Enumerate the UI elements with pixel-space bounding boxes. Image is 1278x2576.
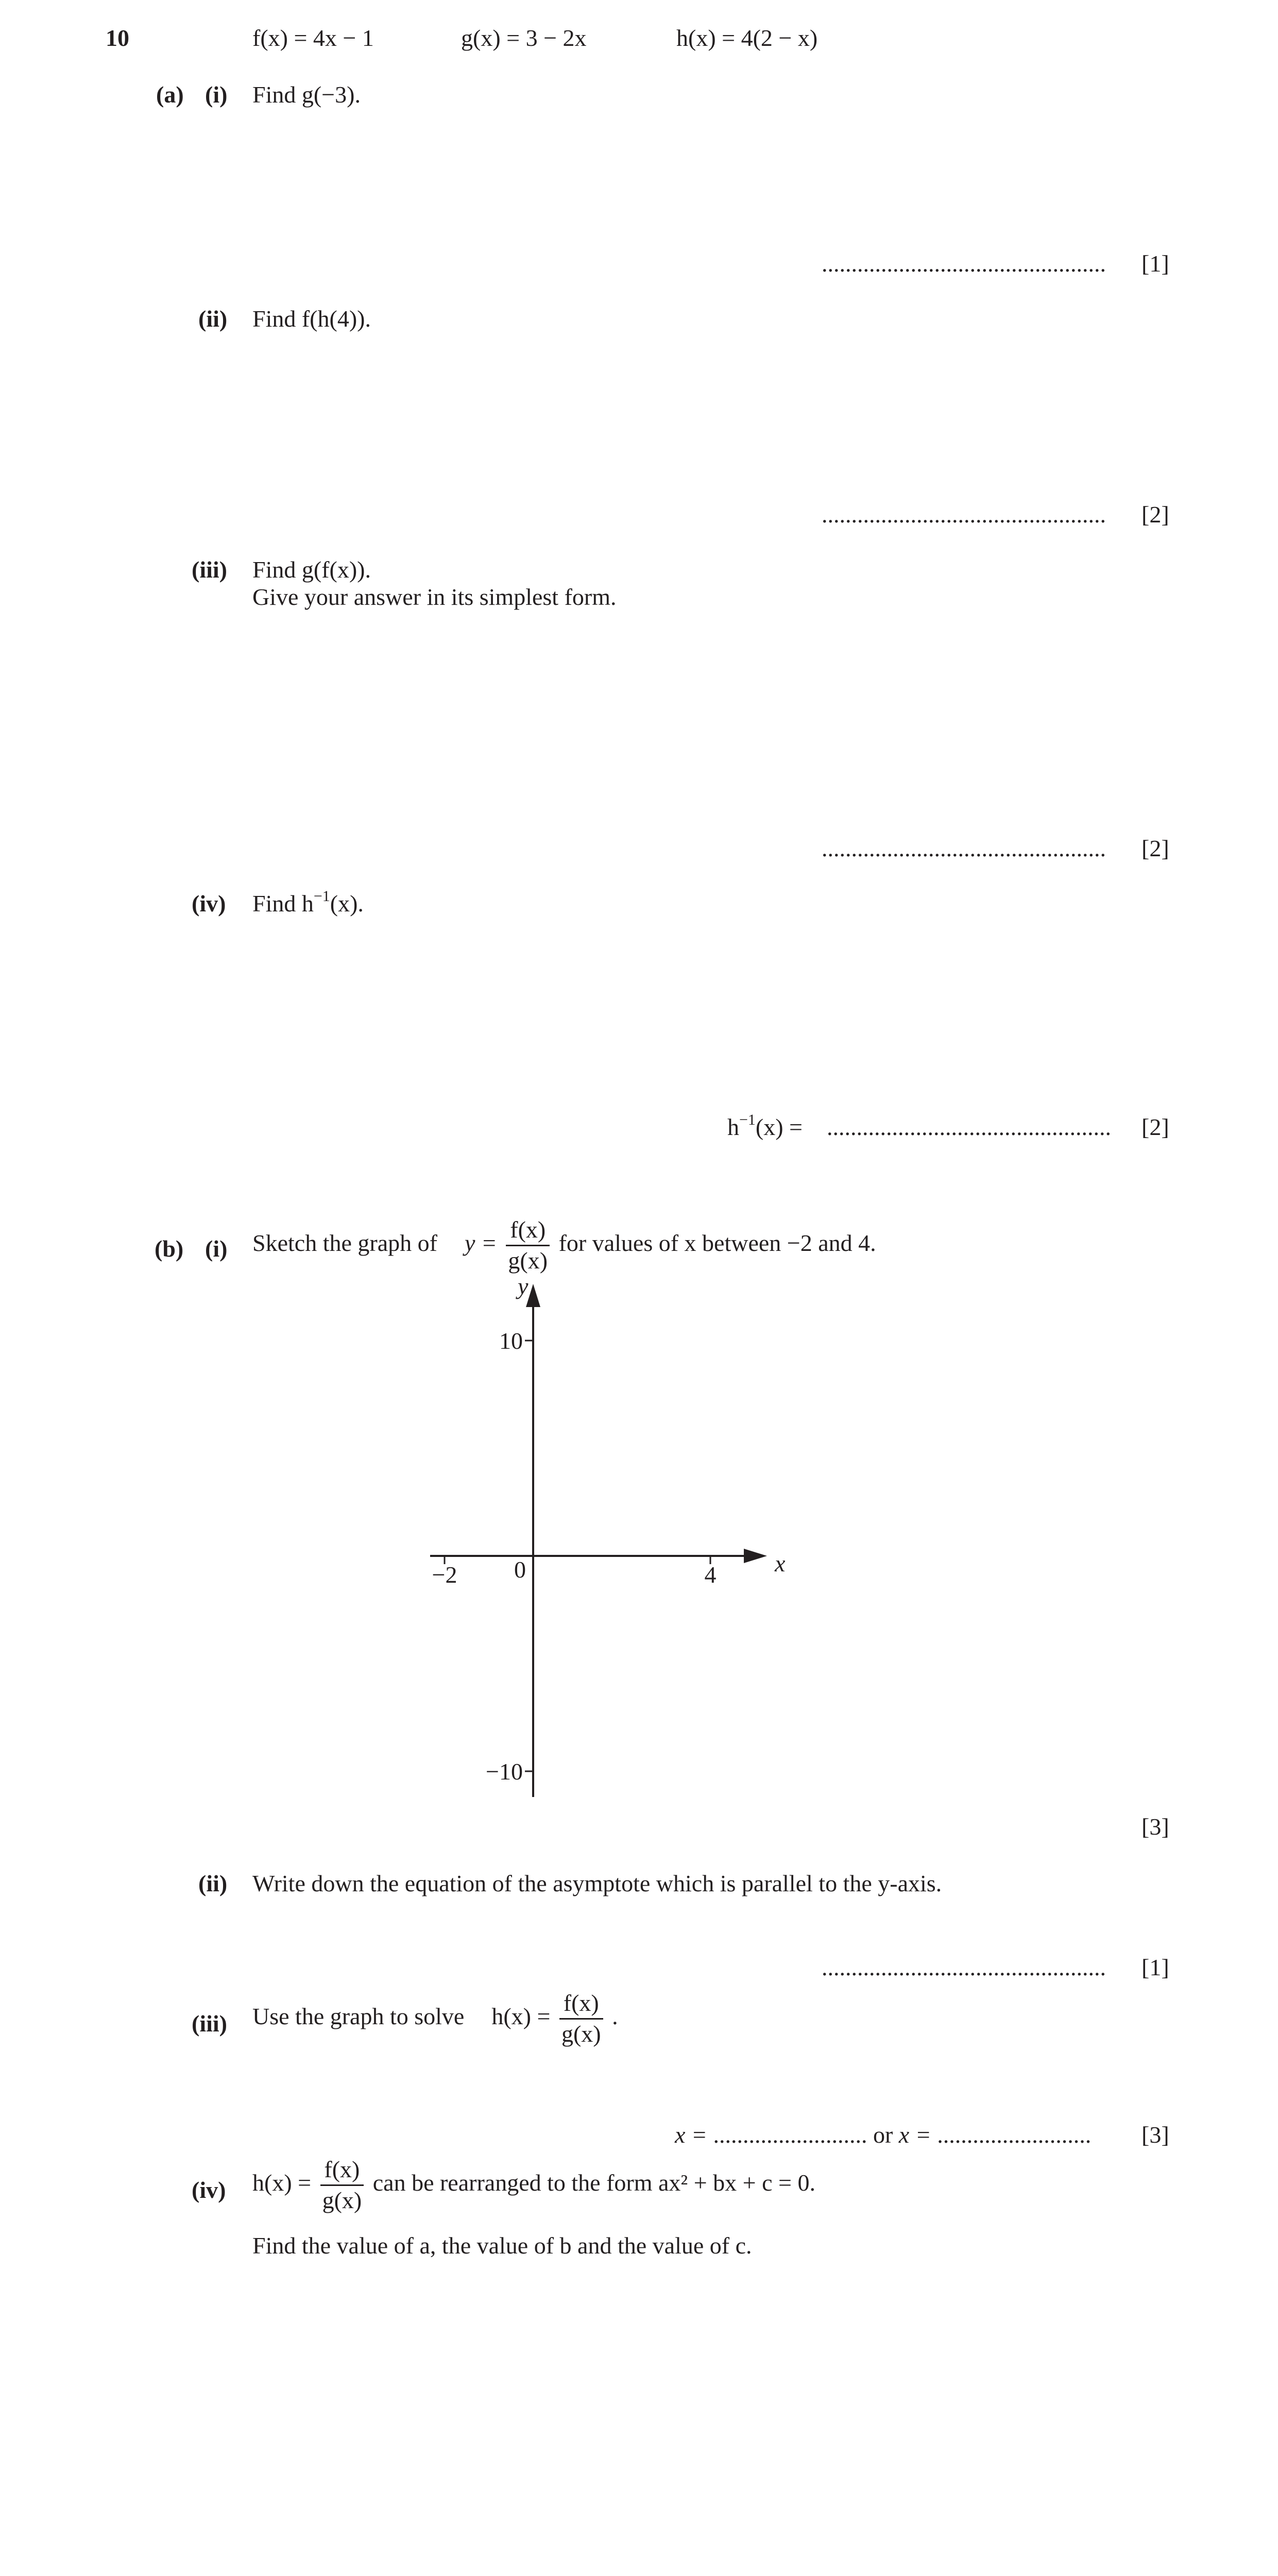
part-a-iii-marks: [2]	[1141, 835, 1169, 861]
function-f: f(x) = 4x − 1	[252, 25, 374, 51]
x-tick-label: −2	[432, 1562, 457, 1588]
part-b-i-text-pre: Sketch the graph of	[252, 1229, 437, 1256]
part-b-ii-label: (ii)	[198, 1870, 228, 1896]
part-b-iii-answer-row: x = .......................... or x = ..........................	[675, 2122, 1092, 2148]
part-a-iv-answer-line[interactable]: ................................................	[827, 1114, 1111, 1140]
part-a-i-marks: [1]	[1141, 250, 1169, 277]
part-a-iii-label: (iii)	[192, 556, 227, 583]
fraction-f-over-g: $\frac{f(x)}{g(x)}$	[559, 1990, 603, 2048]
part-b-iii-h-eq: h(x) =	[491, 2003, 551, 2029]
y-tick-label: 10	[499, 1328, 523, 1354]
part-b-i-label: (i)	[205, 1235, 228, 1262]
part-a-label: (a)	[156, 81, 184, 108]
part-b-i-y-eq: y =	[464, 1229, 497, 1256]
sketch-axes-graph[interactable]	[330, 1283, 938, 1808]
part-a-iii-text: Find g(f(x)).	[252, 556, 371, 583]
y-tick-label: −10	[486, 1758, 523, 1785]
part-a-iv-answer-label: $h^{-1}(x)$ =	[727, 1111, 803, 1140]
part-a-ii-marks: [2]	[1141, 501, 1169, 528]
part-b-iv-text2: Find the value of a, the value of b and the value of c.	[252, 2232, 752, 2259]
y-axis-label: y	[518, 1283, 529, 1299]
part-b-iii-marks: [3]	[1141, 2122, 1169, 2148]
part-b-label: (b)	[155, 1235, 184, 1262]
part-a-i-text: Find g(−3).	[252, 81, 361, 108]
part-b-iii-answer-line-1[interactable]: ..........................	[713, 2122, 867, 2148]
x-tick-label: 4	[704, 1562, 717, 1588]
part-a-iv-text	[252, 890, 364, 918]
part-b-ii-text: Write down the equation of the asymptote which is parallel to the y-axis.	[252, 1870, 942, 1896]
part-b-ii-marks: [1]	[1141, 1954, 1169, 1980]
part-a-iii-answer-line[interactable]: ................................................	[822, 835, 1106, 861]
part-a-ii-answer-line[interactable]: ................................................	[822, 501, 1106, 528]
part-b-i-text	[252, 1216, 876, 1275]
x-axis-label: x	[775, 1550, 786, 1577]
part-a-iv-text-post: (x).	[330, 890, 364, 917]
x-axis-arrow	[744, 1549, 767, 1563]
part-b-i-marks: [3]	[1141, 1814, 1169, 1840]
fraction-f-over-g: $\frac{f(x)}{g(x)}$	[506, 1216, 550, 1275]
function-g: g(x) = 3 − 2x	[461, 25, 587, 51]
origin-label: 0	[514, 1556, 526, 1583]
part-a-i-answer-line[interactable]: ................................................	[822, 250, 1106, 277]
part-a-iv-text-pre: Find h	[252, 890, 314, 917]
function-h: h(x) = 4(2 − x)	[676, 25, 818, 51]
part-b-ii-answer-line[interactable]: ................................................	[822, 1954, 1106, 1980]
question-number: 10	[106, 25, 129, 51]
part-b-iii-answer-line-2[interactable]: ..........................	[937, 2122, 1092, 2148]
part-b-iv-label: (iv)	[192, 2177, 226, 2203]
part-b-i-text-post: for values of x between −2 and 4.	[558, 1229, 876, 1256]
part-a-iv-marks: [2]	[1141, 1114, 1169, 1140]
part-b-iii-text: Use the graph to solve h(x) = $\frac{f(x)}{g(x)}$ .	[252, 1990, 618, 2047]
part-a-iii-text2: Give your answer in its simplest form.	[252, 584, 617, 610]
fraction-f-over-g: $\frac{f(x)}{g(x)}$	[320, 2156, 364, 2214]
axes	[430, 1283, 786, 1797]
part-a-iv-sup: −1	[313, 888, 330, 905]
part-a-iv-label: (iv)	[192, 890, 226, 917]
part-a-ii-text: Find f(h(4)).	[252, 306, 371, 332]
part-a-i-label: (i)	[205, 81, 228, 108]
part-a-ii-label: (ii)	[198, 306, 228, 332]
part-b-iii-label: (iii)	[192, 2010, 227, 2037]
part-b-iv-text: h(x) = $\frac{f(x)}{g(x)}$ can be rearranged to the form ax² + bx + c = 0.	[252, 2156, 815, 2213]
part-b-iii-text-pre: Use the graph to solve	[252, 2003, 465, 2029]
